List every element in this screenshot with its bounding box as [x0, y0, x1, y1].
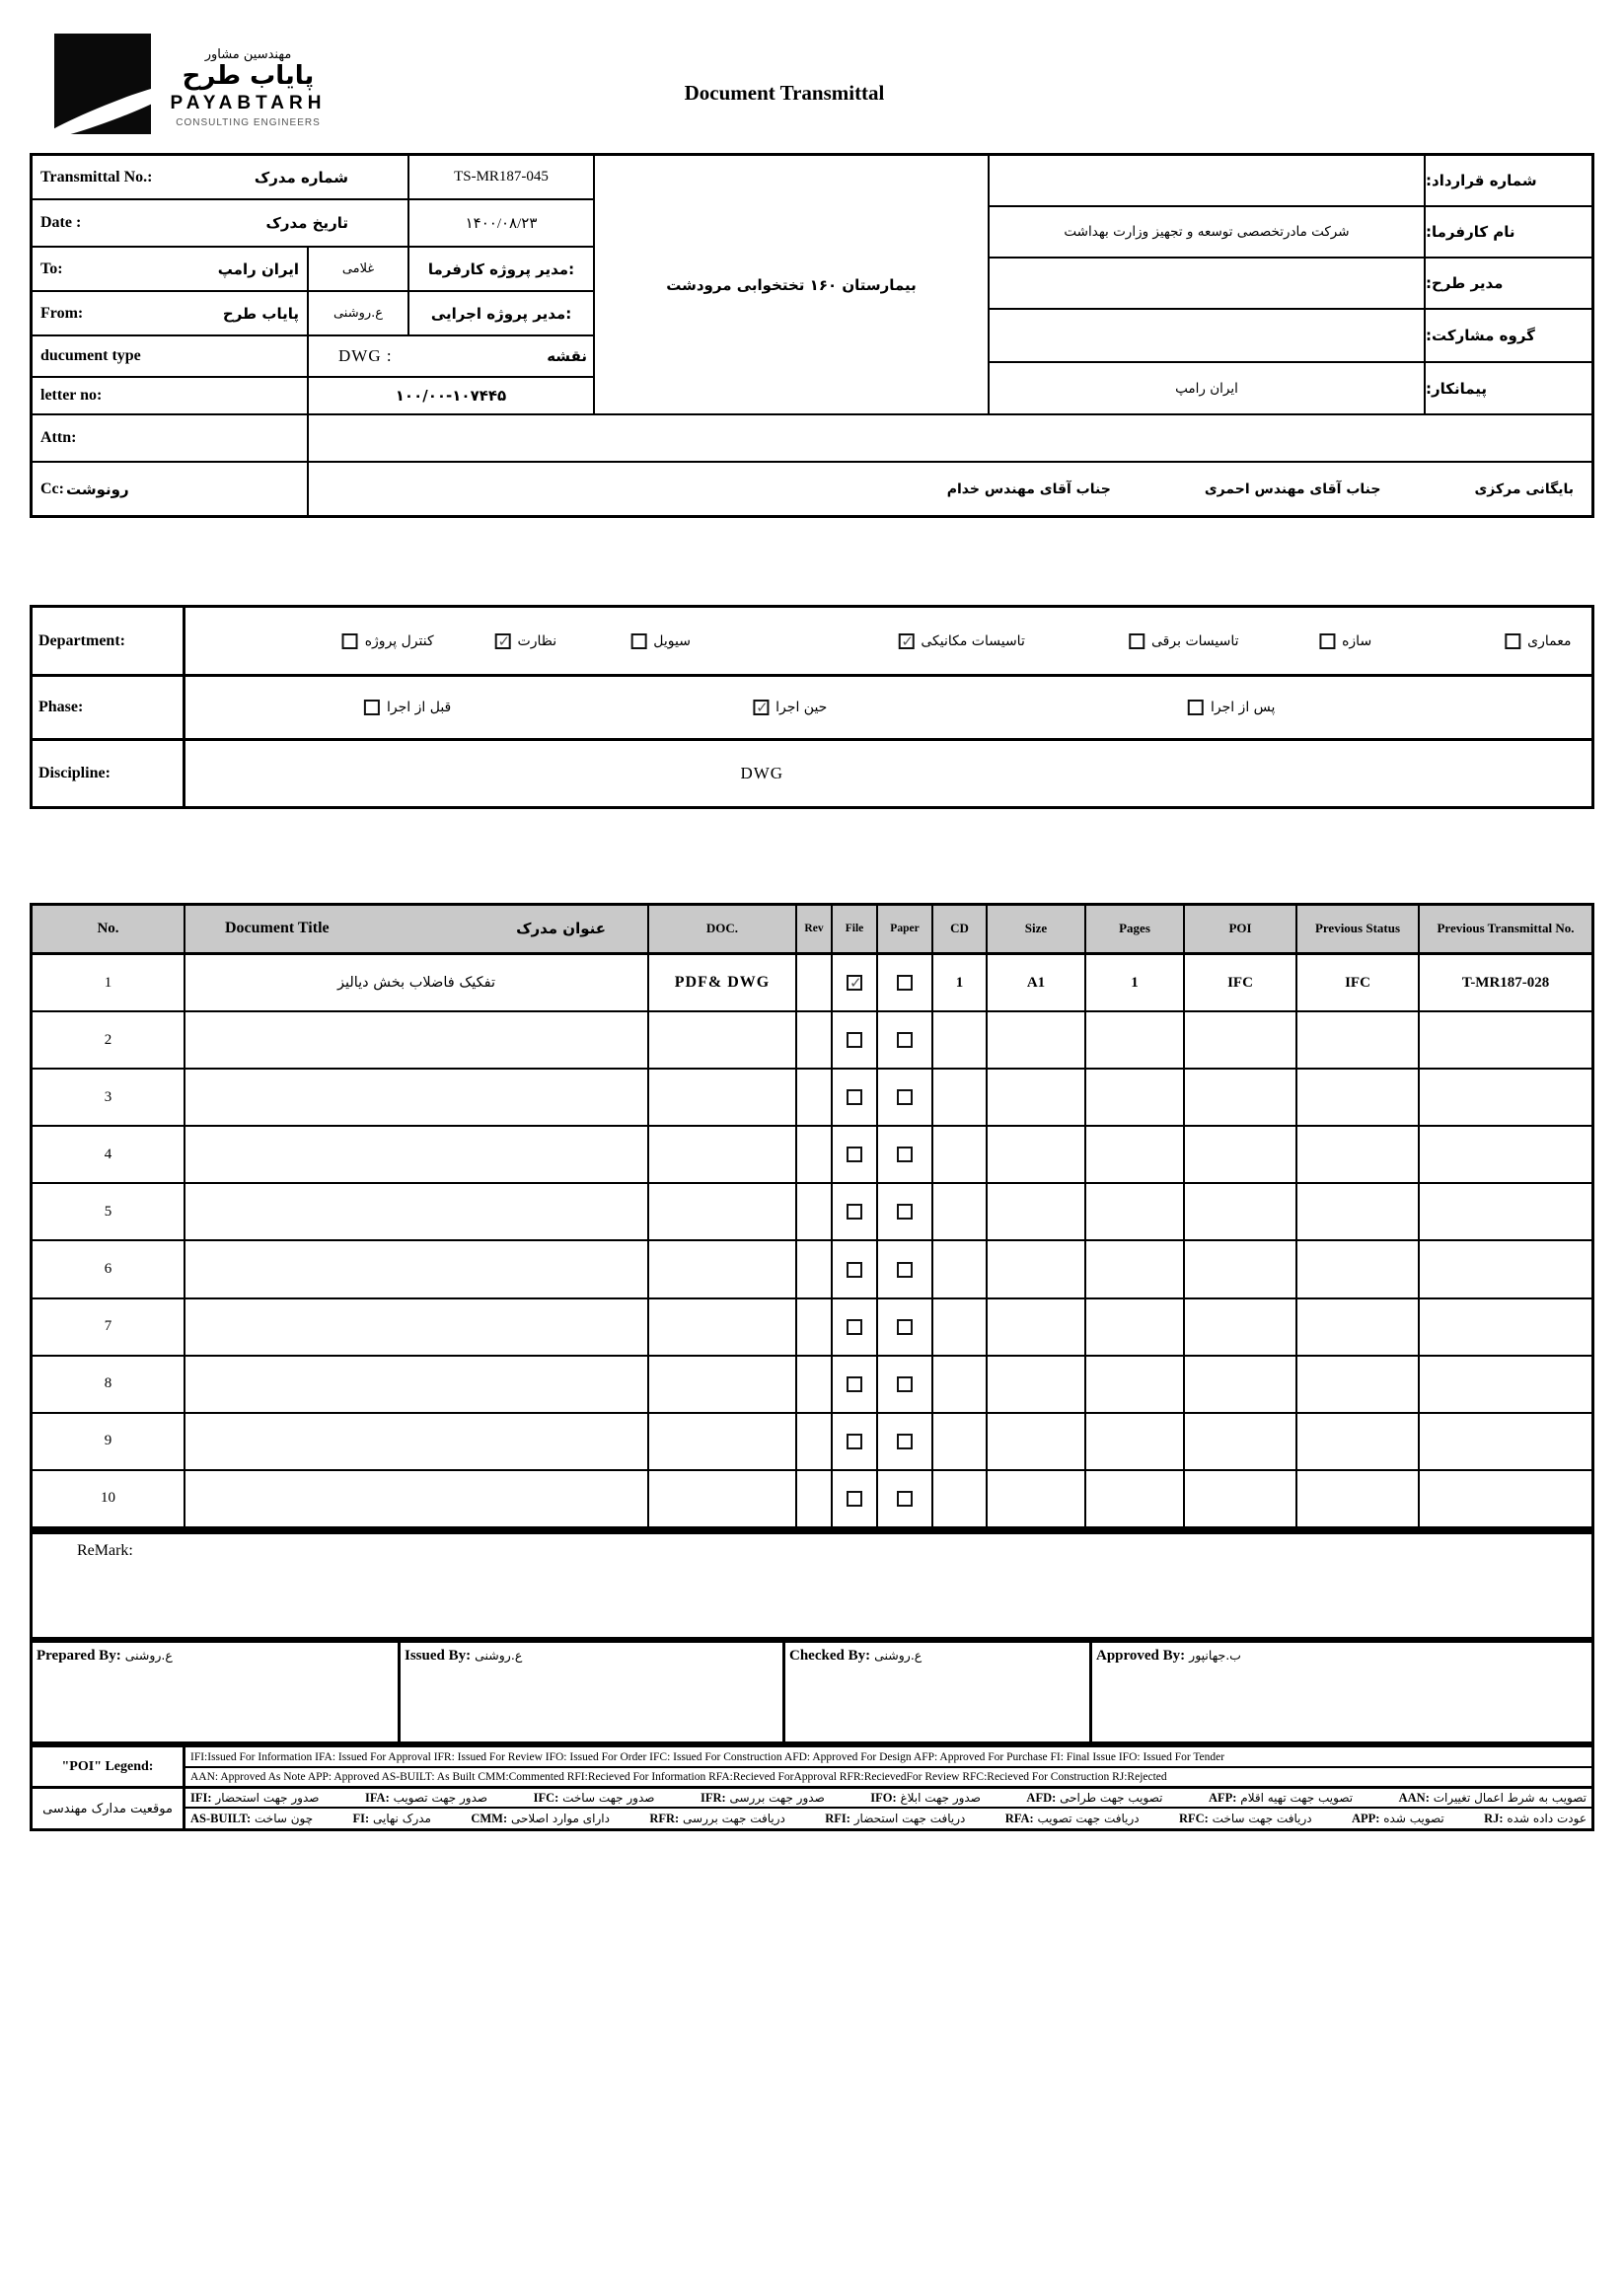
department-checkbox[interactable] [1319, 633, 1335, 649]
contract-row-label: نام کارفرما: [1424, 207, 1591, 259]
col-header-doc: DOC. [649, 906, 797, 955]
file-checkbox[interactable] [847, 1262, 862, 1278]
doc-row-file-cell [833, 1471, 878, 1528]
legend-entry: FI: مدرک نهایی [352, 1811, 431, 1825]
doc-row-file-cell [833, 955, 878, 1012]
doc-row-poi [1185, 1357, 1297, 1414]
doc-row-paper-cell [878, 1299, 933, 1357]
department-label: تاسیسات مکانیکی [921, 632, 1025, 649]
doc-row-paper-cell [878, 1471, 933, 1528]
doc-row-poi [1185, 1241, 1297, 1298]
discipline-label: Discipline: [33, 741, 185, 806]
signature-label: Approved By: [1096, 1648, 1186, 1664]
department-item [1129, 633, 1238, 649]
doc-row-rev [797, 1471, 833, 1528]
logo-en-name: PAYABTARH [170, 92, 327, 113]
doc-row-poi [1185, 1012, 1297, 1070]
file-checkbox[interactable] [847, 1032, 862, 1048]
transmittal-no-label-en: Transmittal No.: [40, 168, 153, 185]
doc-row-prev-transmittal [1420, 1299, 1591, 1357]
attn-label: Attn: [33, 415, 309, 461]
file-checkbox[interactable] [847, 1089, 862, 1105]
signature-label: Issued By: [405, 1648, 472, 1664]
department-checkbox[interactable] [630, 633, 646, 649]
doc-row-prev-status [1297, 1299, 1420, 1357]
doc-row-rev [797, 1127, 833, 1184]
paper-checkbox[interactable] [897, 1319, 913, 1335]
doc-row-doc [649, 1012, 797, 1070]
department-item [1319, 633, 1371, 649]
date-label-fa: تاریخ مدرک [265, 214, 348, 232]
phase-checkbox-checked[interactable] [753, 700, 769, 715]
document-type-value: DWG : نقشه [309, 336, 595, 378]
transmittal-header-table [30, 153, 1594, 518]
doc-row-poi: IFC [1185, 955, 1297, 1012]
poi-legend-fa-label: موقعیت مدارک مهندسی [33, 1789, 185, 1828]
doc-row-file-cell [833, 1127, 878, 1184]
doc-row-no: 6 [33, 1241, 185, 1298]
doc-row-paper-cell [878, 1241, 933, 1298]
doc-row-rev [797, 1070, 833, 1127]
doc-row-cd [933, 1070, 988, 1127]
doc-row-file-cell [833, 1414, 878, 1471]
doc-row-poi [1185, 1414, 1297, 1471]
phase-label: Phase: [33, 677, 185, 741]
doc-row-title [185, 1127, 649, 1184]
file-checkbox[interactable] [847, 1434, 862, 1449]
doc-row-rev [797, 1414, 833, 1471]
doc-row-title [185, 1357, 649, 1414]
legend-entry: APP: تصویب شده [1351, 1811, 1444, 1825]
doc-row-size [988, 1184, 1086, 1241]
contract-row-label: گروه مشارکت: [1424, 310, 1591, 363]
doc-row-rev [797, 1299, 833, 1357]
doc-row-pages [1086, 1414, 1185, 1471]
doc-row-prev-transmittal [1420, 1127, 1591, 1184]
from-value: پایاب طرح [222, 304, 299, 323]
contract-row-label: مدیر طرح: [1424, 259, 1591, 310]
doc-row-size [988, 1012, 1086, 1070]
from-role: مدیر پروژه اجرایی: [409, 292, 595, 336]
department-checkbox[interactable] [1505, 633, 1520, 649]
transmittal-no-value: TS-MR187-045 [409, 156, 595, 200]
phase-item [753, 700, 827, 715]
doc-row-doc: PDF& DWG [649, 955, 797, 1012]
doc-row-rev [797, 1012, 833, 1070]
signature-row [30, 1640, 1594, 1744]
legend-entry: RFI: دریافت جهت استحضار [825, 1811, 966, 1825]
col-header-prev-transmittal: Previous Transmittal No. [1420, 906, 1591, 955]
col-header-paper: Paper [878, 906, 933, 955]
doc-row-cd [933, 1471, 988, 1528]
department-label: معماری [1527, 632, 1572, 649]
transmittal-info-block [33, 156, 595, 415]
doc-row-doc [649, 1184, 797, 1241]
col-header-size: Size [988, 906, 1086, 955]
doc-row-no: 1 [33, 955, 185, 1012]
contract-row-value [990, 156, 1424, 207]
department-label: نظارت [517, 632, 557, 649]
transmittal-no-label-fa: شماره مدرک [254, 168, 348, 186]
department-checkbox-checked[interactable] [898, 633, 914, 649]
department-item [898, 633, 1025, 649]
doc-row-prev-transmittal [1420, 1471, 1591, 1528]
letter-no-value: ۱۰۰/۰۰-۱۰۷۴۴۵ [309, 378, 595, 415]
doc-row-title [185, 1414, 649, 1471]
department-item [342, 633, 434, 649]
signature-cell [401, 1643, 785, 1741]
paper-checkbox[interactable] [897, 1262, 913, 1278]
col-header-cd: CD [933, 906, 988, 955]
signature-label: Prepared By: [37, 1648, 121, 1664]
doc-row-doc [649, 1357, 797, 1414]
signature-cell [1092, 1643, 1591, 1741]
col-header-rev: Rev [797, 906, 833, 955]
logo-fa-tagline: مهندسین مشاور [204, 47, 292, 62]
department-item [630, 633, 691, 649]
doc-row-prev-status: IFC [1297, 955, 1420, 1012]
discipline-value: DWG [740, 764, 784, 782]
doc-row-prev-transmittal [1420, 1184, 1591, 1241]
doc-row-pages [1086, 1184, 1185, 1241]
legend-entry: CMM: دارای موارد اصلاحی [471, 1811, 610, 1825]
file-checkbox-checked[interactable] [847, 975, 862, 991]
department-checkbox-checked[interactable] [495, 633, 511, 649]
department-options-row [185, 608, 1591, 677]
to-label: To: [40, 259, 63, 277]
attn-row [33, 415, 1591, 461]
doc-row-cd [933, 1357, 988, 1414]
from-person: ع.روشنی [309, 292, 409, 336]
col-header-poi: POI [1185, 906, 1297, 955]
doc-row-doc [649, 1127, 797, 1184]
paper-checkbox[interactable] [897, 1376, 913, 1392]
doc-row-no: 10 [33, 1471, 185, 1528]
department-label: Department: [33, 608, 185, 677]
remark-section [30, 1531, 1594, 1640]
contract-info-block [990, 156, 1591, 415]
poi-legend-table [30, 1744, 1594, 1831]
poi-legend-fa-line1 [185, 1789, 1591, 1809]
doc-row-pages [1086, 1357, 1185, 1414]
doc-row-prev-transmittal: T-MR187-028 [1420, 955, 1591, 1012]
doc-row-title: تفکیک فاضلاب بخش دیالیز [185, 955, 649, 1012]
contract-row-value [990, 259, 1424, 310]
contract-row-value: ایران رامپ [990, 363, 1424, 415]
doc-row-paper-cell [878, 1012, 933, 1070]
logo-en-subtitle: CONSULTING ENGINEERS [176, 116, 321, 128]
doc-row-prev-transmittal [1420, 1012, 1591, 1070]
doc-row-prev-transmittal [1420, 1357, 1591, 1414]
from-field [33, 292, 309, 336]
signature-label: Checked By: [789, 1648, 871, 1664]
doc-row-rev [797, 955, 833, 1012]
legend-entry: RFR: دریافت جهت بررسی [649, 1811, 785, 1825]
to-person: غلامی [309, 248, 409, 292]
file-checkbox[interactable] [847, 1319, 862, 1335]
doc-row-doc [649, 1070, 797, 1127]
doc-row-no: 5 [33, 1184, 185, 1241]
phase-item [364, 700, 451, 715]
doc-row-pages [1086, 1299, 1185, 1357]
doc-row-no: 2 [33, 1012, 185, 1070]
paper-checkbox[interactable] [897, 1147, 913, 1162]
doc-row-cd: 1 [933, 955, 988, 1012]
doc-row-title [185, 1012, 649, 1070]
doc-row-poi [1185, 1184, 1297, 1241]
poi-legend-fa-line2 [185, 1809, 1591, 1828]
doc-row-prev-status [1297, 1357, 1420, 1414]
doc-row-poi [1185, 1471, 1297, 1528]
doc-row-file-cell [833, 1241, 878, 1298]
doc-row-prev-status [1297, 1241, 1420, 1298]
file-checkbox[interactable] [847, 1204, 862, 1220]
phase-checkbox[interactable] [1188, 700, 1204, 715]
doc-row-no: 7 [33, 1299, 185, 1357]
doc-row-prev-transmittal [1420, 1070, 1591, 1127]
doc-row-rev [797, 1357, 833, 1414]
department-checkbox[interactable] [342, 633, 358, 649]
doc-row-size [988, 1357, 1086, 1414]
phase-label: حین اجرا [775, 700, 828, 715]
col-header-pages: Pages [1086, 906, 1185, 955]
doc-row-prev-transmittal [1420, 1241, 1591, 1298]
doc-row-prev-status [1297, 1127, 1420, 1184]
discipline-row [185, 741, 1591, 806]
doc-row-poi [1185, 1299, 1297, 1357]
cc-name: بایگانی مرکزی [1474, 481, 1574, 497]
date-value: ۱۴۰۰/۰۸/۲۳ [409, 200, 595, 248]
legend-entry: AAN: تصویب به شرط اعمال تغییرات [1398, 1790, 1587, 1805]
doc-row-cd [933, 1241, 988, 1298]
doc-row-title [185, 1299, 649, 1357]
legend-entry: IFO: صدور جهت ابلاغ [870, 1790, 981, 1805]
contract-row-value [990, 310, 1424, 363]
department-item [1505, 633, 1571, 649]
doc-row-paper-cell [878, 1070, 933, 1127]
doc-row-rev [797, 1184, 833, 1241]
doc-row-title [185, 1070, 649, 1127]
doc-row-cd [933, 1299, 988, 1357]
legend-entry: IFI: صدور جهت استحضار [190, 1790, 320, 1805]
signature-name: ب.جهانپور [1189, 1648, 1241, 1663]
signature-name: ع.روشنی [874, 1648, 923, 1663]
doc-row-file-cell [833, 1070, 878, 1127]
legend-entry: AFP: تصویب جهت تهیه اقلام [1208, 1790, 1354, 1805]
date-label-en: Date : [40, 214, 82, 231]
cc-name: جناب آقای مهندس خدام [946, 481, 1111, 497]
doc-row-poi [1185, 1070, 1297, 1127]
contract-row-value: شرکت مادرتخصصی توسعه و تجهیز وزارت بهداشت [990, 207, 1424, 259]
document-type-value-fa: نقشه [547, 347, 587, 365]
attn-value [309, 415, 1591, 461]
doc-row-doc [649, 1414, 797, 1471]
doc-row-cd [933, 1184, 988, 1241]
doc-row-doc [649, 1471, 797, 1528]
col-header-no: No. [33, 906, 185, 955]
legend-entry: AFD: تصویب جهت طراحی [1026, 1790, 1163, 1805]
doc-row-doc [649, 1299, 797, 1357]
doc-row-no: 8 [33, 1357, 185, 1414]
doc-row-prev-status [1297, 1471, 1420, 1528]
doc-row-poi [1185, 1127, 1297, 1184]
doc-row-title [185, 1471, 649, 1528]
phase-label: قبل از اجرا [387, 700, 452, 715]
phase-checkbox[interactable] [364, 700, 380, 715]
department-item [495, 633, 557, 649]
paper-checkbox[interactable] [897, 1434, 913, 1449]
project-name-cell [595, 156, 990, 415]
classification-table [30, 605, 1594, 809]
cc-row [33, 461, 1591, 515]
department-checkbox[interactable] [1129, 633, 1144, 649]
doc-row-prev-status [1297, 1012, 1420, 1070]
from-label: From: [40, 304, 84, 322]
doc-row-size [988, 1471, 1086, 1528]
doc-row-file-cell [833, 1299, 878, 1357]
doc-row-pages [1086, 1127, 1185, 1184]
contract-row-label: شماره قرارداد: [1424, 156, 1591, 207]
file-checkbox[interactable] [847, 1491, 862, 1507]
doc-row-file-cell [833, 1184, 878, 1241]
poi-legend-en-line2: AAN: Approved As Note APP: Approved AS-BUILT: As Built CMM:Commented RFI:Recieved For Information RFA:Recieved ForApproval RFR:RecievedFor Review RFC:Recieved For Construction RJ:Rejected [185, 1768, 1591, 1789]
logo-fa-name: پایاب طرح [182, 61, 315, 91]
paper-checkbox[interactable] [897, 1204, 913, 1220]
department-label: سازه [1342, 632, 1372, 649]
doc-row-size [988, 1414, 1086, 1471]
doc-row-title [185, 1184, 649, 1241]
doc-row-size: A1 [988, 955, 1086, 1012]
transmittal-no-label [33, 156, 409, 200]
legend-entry: AS-BUILT: چون ساخت [190, 1811, 314, 1825]
legend-entry: IFC: صدور جهت ساخت [533, 1790, 655, 1805]
col-header-file: File [833, 906, 878, 955]
doc-row-file-cell [833, 1012, 878, 1070]
signature-name: ع.روشنی [124, 1648, 173, 1663]
doc-row-no: 9 [33, 1414, 185, 1471]
paper-checkbox[interactable] [897, 1089, 913, 1105]
phase-options-row [185, 677, 1591, 741]
doc-row-paper-cell [878, 1414, 933, 1471]
to-role: مدیر پروژه کارفرما: [409, 248, 595, 292]
legend-entry: RFC: دریافت جهت ساخت [1178, 1811, 1312, 1825]
letter-no-label: letter no: [33, 378, 309, 415]
page-title: Document Transmittal [684, 81, 885, 105]
signature-cell [785, 1643, 1092, 1741]
doc-row-title [185, 1241, 649, 1298]
doc-row-paper-cell [878, 1127, 933, 1184]
cc-name: جناب آقای مهندس احمری [1204, 481, 1381, 497]
paper-checkbox[interactable] [897, 975, 913, 991]
doc-row-pages: 1 [1086, 955, 1185, 1012]
date-label [33, 200, 409, 248]
phase-item [1188, 700, 1275, 715]
col-header-title: Document Title عنوان مدرک [185, 906, 649, 955]
doc-row-no: 3 [33, 1070, 185, 1127]
phase-label: پس از اجرا [1210, 700, 1276, 715]
paper-checkbox[interactable] [897, 1491, 913, 1507]
doc-row-prev-status [1297, 1414, 1420, 1471]
legend-entry: RFA: دریافت جهت تصویب [1004, 1811, 1140, 1825]
cc-label: Cc: رونوشت [33, 463, 309, 515]
remark-label: ReMark: [77, 1542, 133, 1559]
document-list-table [30, 903, 1594, 1531]
document-type-label: ducument type [33, 336, 309, 378]
doc-row-prev-status [1297, 1184, 1420, 1241]
doc-row-pages [1086, 1241, 1185, 1298]
department-label: کنترل پروژه [364, 632, 434, 649]
doc-row-cd [933, 1012, 988, 1070]
to-value: ایران رامپ [217, 259, 299, 278]
file-checkbox[interactable] [847, 1147, 862, 1162]
doc-row-prev-transmittal [1420, 1414, 1591, 1471]
cc-names [309, 463, 1591, 515]
doc-row-rev [797, 1241, 833, 1298]
doc-row-paper-cell [878, 1357, 933, 1414]
doc-row-pages [1086, 1012, 1185, 1070]
legend-entry: IFR: صدور جهت بررسی [700, 1790, 825, 1805]
signature-name: ع.روشنی [475, 1648, 523, 1663]
poi-legend-label: "POI" Legend: [33, 1747, 185, 1789]
doc-row-paper-cell [878, 955, 933, 1012]
contract-row-label: پیمانکار: [1424, 363, 1591, 415]
department-label: سیویل [653, 632, 691, 649]
doc-row-file-cell [833, 1357, 878, 1414]
doc-row-cd [933, 1414, 988, 1471]
signature-cell [33, 1643, 401, 1741]
doc-row-size [988, 1070, 1086, 1127]
legend-entry: RJ: عودت داده شده [1484, 1811, 1587, 1825]
col-header-prev-status: Previous Status [1297, 906, 1420, 955]
department-label: تاسیسات برقی [1151, 632, 1239, 649]
file-checkbox[interactable] [847, 1376, 862, 1392]
legend-entry: IFA: صدور جهت تصویب [364, 1790, 488, 1805]
doc-row-size [988, 1127, 1086, 1184]
doc-row-prev-status [1297, 1070, 1420, 1127]
doc-row-pages [1086, 1070, 1185, 1127]
project-name: بیمارستان ۱۶۰ تختخوابی مرودشت [666, 275, 917, 294]
doc-row-size [988, 1299, 1086, 1357]
doc-row-size [988, 1241, 1086, 1298]
doc-row-no: 4 [33, 1127, 185, 1184]
paper-checkbox[interactable] [897, 1032, 913, 1048]
doc-row-paper-cell [878, 1184, 933, 1241]
doc-row-cd [933, 1127, 988, 1184]
doc-row-pages [1086, 1471, 1185, 1528]
doc-row-doc [649, 1241, 797, 1298]
to-field [33, 248, 309, 292]
poi-legend-en-line1: IFI:Issued For Information IFA: Issued For Approval IFR: Issued For Review IFO: Issued For Order IFC: Issued For Construction AFD: Approved For Design AFP: Approved For Purchase FI: Final Issue IFO: Issued For Tender [185, 1747, 1591, 1768]
